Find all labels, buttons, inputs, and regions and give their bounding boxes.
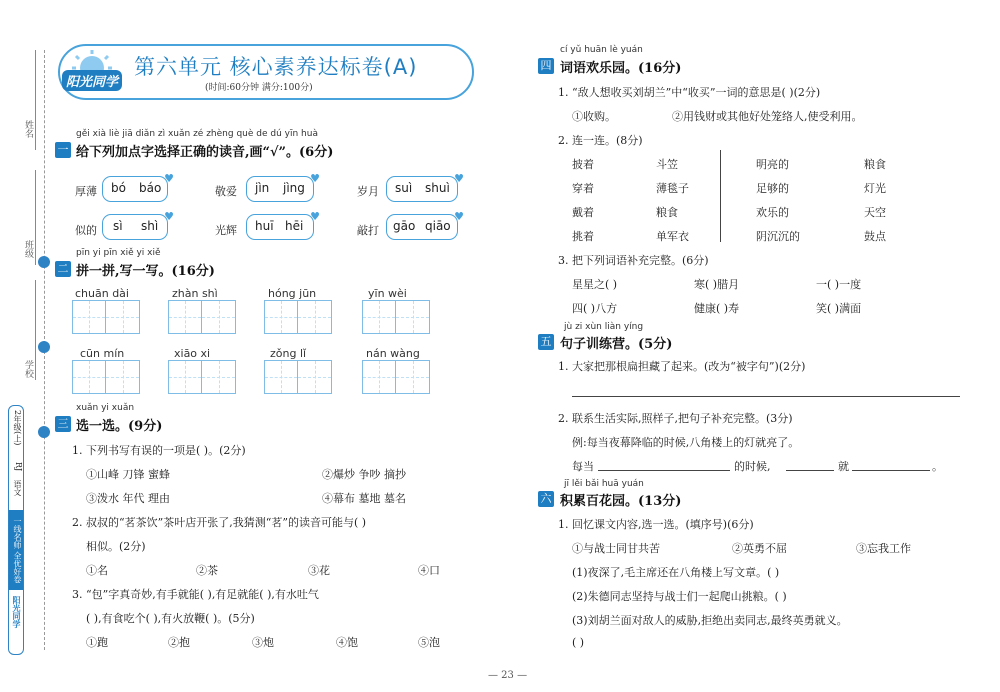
spine-label: 2年级(上) RJ 语文 一线名师 全优好卷 阳光同学 [8,405,24,655]
pinyin-choice-bubble[interactable]: suì shuì ♥ [386,176,458,202]
class-field[interactable] [35,170,36,265]
word-item: 敬爱 [215,185,237,198]
option[interactable]: ③花 [308,564,330,577]
section-title: 拼一拼,写一写。(16分) [76,264,215,279]
match-divider [720,150,721,242]
match-item[interactable]: 鼓点 [864,230,886,243]
section-pinyin: jù zi xùn liàn yíng [564,322,644,332]
page-number: — 23 — [488,670,528,681]
exam-info: (时间:60分钟 满分:100分) [205,83,313,93]
section-title: 给下列加点字选择正确的读音,画“√”。(6分) [76,145,334,160]
match-item[interactable]: 斗笠 [656,158,678,171]
section-badge: 四 [538,58,554,74]
option[interactable]: ④幕布 墓地 墓名 [322,492,406,505]
match-item[interactable]: 粮食 [656,206,678,219]
option[interactable]: ④饱 [336,636,358,649]
match-item[interactable]: 灯光 [864,182,886,195]
heart-icon: ♥ [310,172,320,185]
match-item[interactable]: 戴着 [572,206,594,219]
option[interactable]: ①山峰 刀锋 蜜蜂 [86,468,170,481]
match-item[interactable]: 明亮的 [756,158,789,171]
match-item[interactable]: 穿着 [572,182,594,195]
pinyin-choice-bubble[interactable]: huī hēi ♥ [246,214,314,240]
section-badge: 六 [538,491,554,507]
section-badge: 一 [55,142,71,158]
fill-text: 。 [932,460,943,473]
option[interactable]: ①收购。 [572,110,616,123]
option[interactable]: ②茶 [196,564,218,577]
option[interactable]: ①与战士同甘共苦 [572,542,660,555]
fill-text: 每当 [572,460,594,473]
binding-hole [38,426,50,438]
question-line: (2)朱德同志坚持与战士们一起爬山挑粮。( ) [572,590,787,603]
match-item[interactable]: 天空 [864,206,886,219]
pinyin-prompt: xiāo xi [174,347,211,360]
binding-hole [38,256,50,268]
school-field[interactable] [35,280,36,380]
option[interactable]: ②英勇不屈 [732,542,787,555]
question-text: 1. “敌人想收买刘胡兰”中“收买”一词的意思是( )(2分) [558,86,821,99]
option[interactable]: ①跑 [86,636,108,649]
fill-item[interactable]: 笑( )满面 [816,302,862,315]
match-item[interactable]: 粮食 [864,158,886,171]
match-item[interactable]: 单军衣 [656,230,689,243]
option[interactable]: ⑤泡 [418,636,440,649]
section-badge: 五 [538,334,554,350]
question-text: 2. 叔叔的“茗茶饮”茶叶店开张了,我猜测“茗”的读音可能与( ) [72,516,367,529]
writing-grid[interactable] [168,300,236,334]
word-item: 厚薄 [75,185,97,198]
heart-icon: ♥ [164,172,174,185]
heart-icon: ♥ [164,210,174,223]
heart-icon: ♥ [454,210,464,223]
option[interactable]: ④口 [418,564,440,577]
word-item: 光辉 [215,224,237,237]
answer-line[interactable] [852,470,930,471]
writing-grid[interactable] [362,360,430,394]
binding-strip [0,0,52,692]
pinyin-prompt: zhàn shì [172,287,218,300]
pinyin-prompt: cūn mín [80,347,125,360]
answer-line[interactable] [786,470,834,471]
option[interactable]: ②用钱财或其他好处笼络人,使受利用。 [672,110,863,123]
fill-text: 就 [838,460,849,473]
pinyin-choice-bubble[interactable]: sì shì ♥ [102,214,168,240]
binding-hole [38,341,50,353]
section-pinyin: gěi xià liè jiā diǎn zì xuǎn zé zhèng què de dú yīn huà [76,129,318,139]
question-text: 相似。(2分) [86,540,146,553]
writing-grid[interactable] [362,300,430,334]
question-text: 1. 下列书写有误的一项是( )。(2分) [72,444,246,457]
match-item[interactable]: 挑着 [572,230,594,243]
writing-grid[interactable] [168,360,236,394]
question-text: 2. 联系生活实际,照样子,把句子补充完整。(3分) [558,412,793,425]
question-line: (3)刘胡兰面对敌人的威胁,拒绝出卖同志,最终英勇就义。 [572,614,848,627]
section-pinyin: xuǎn yi xuǎn [76,403,135,413]
question-text: 3. 把下列词语补充完整。(6分) [558,254,709,267]
school-label: 学校 [23,360,33,378]
fill-item[interactable]: 一( )一度 [816,278,862,291]
pinyin-prompt: yīn wèi [368,287,407,300]
option[interactable]: ②抱 [168,636,190,649]
option[interactable]: ③忘我工作 [856,542,911,555]
name-field[interactable] [35,50,36,150]
question-text: 3. “包”字真奇妙,有手就能( ),有足就能( ),有水吐气 [72,588,319,601]
question-text: 2. 连一连。(8分) [558,134,643,147]
section-badge: 二 [55,261,71,277]
section-pinyin: jī lěi bǎi huā yuán [564,479,644,489]
section-title: 词语欢乐园。(16分) [560,61,682,76]
name-label: 姓名 [23,120,33,138]
fill-item[interactable]: 寒( )腊月 [694,278,740,291]
answer-line[interactable] [572,396,960,397]
fill-item[interactable]: 星星之( ) [572,278,618,291]
fill-text: 的时候, [734,460,771,473]
pinyin-prompt: chuān dài [75,287,129,300]
section-badge: 三 [55,416,71,432]
writing-grid[interactable] [264,360,332,394]
section-title: 句子训练营。(5分) [560,337,673,352]
writing-grid[interactable] [264,300,332,334]
question-line: (1)夜深了,毛主席还在八角楼上写文章。( ) [572,566,780,579]
page-title: 第六单元 核心素养达标卷(A) [134,55,418,79]
pinyin-prompt: nán wàng [366,347,420,360]
question-text: ( ),有食吃个( ),有火放鞭( )。(5分) [86,612,255,625]
word-item: 敲打 [357,224,379,237]
section-pinyin: pīn yi pīn xiě yi xiě [76,248,161,258]
word-item: 岁月 [357,185,379,198]
match-item[interactable]: 披着 [572,158,594,171]
logo-text: 阳光同学 [62,70,122,91]
pinyin-choice-bubble[interactable]: bó báo ♥ [102,176,168,202]
match-item[interactable]: 阴沉沉的 [756,230,800,243]
question-text: 1. 回忆课文内容,选一选。(填序号)(6分) [558,518,754,531]
class-label: 班级 [23,240,33,258]
section-title: 积累百花园。(13分) [560,494,682,509]
match-item[interactable]: 薄毯子 [656,182,689,195]
pinyin-choice-bubble[interactable]: gāo qiāo ♥ [386,214,458,240]
word-item: 似的 [75,224,97,237]
pinyin-choice-bubble[interactable]: jìn jìng ♥ [246,176,314,202]
fill-item[interactable]: 四( )八方 [572,302,618,315]
pinyin-prompt: hóng jūn [268,287,317,300]
pinyin-prompt: zǒng lǐ [270,347,307,360]
heart-icon: ♥ [310,210,320,223]
section-title: 选一选。(9分) [76,419,163,434]
fill-item[interactable]: 健康( )寿 [694,302,740,315]
writing-grid[interactable] [72,300,140,334]
section-pinyin: cí yǔ huān lè yuán [560,45,643,55]
option[interactable]: ③炮 [252,636,274,649]
answer-blank[interactable]: ( ) [572,636,585,649]
match-item[interactable]: 欢乐的 [756,206,789,219]
answer-line[interactable] [598,470,730,471]
heart-icon: ♥ [454,172,464,185]
match-item[interactable]: 足够的 [756,182,789,195]
writing-grid[interactable] [72,360,140,394]
option[interactable]: ②爆炒 争吵 摘抄 [322,468,406,481]
option[interactable]: ③泼水 年代 理由 [86,492,170,505]
option[interactable]: ①名 [86,564,108,577]
example-text: 例:每当夜幕降临的时候,八角楼上的灯就亮了。 [572,436,800,449]
question-text: 1. 大家把那根扁担藏了起来。(改为“被字句”)(2分) [558,360,806,373]
